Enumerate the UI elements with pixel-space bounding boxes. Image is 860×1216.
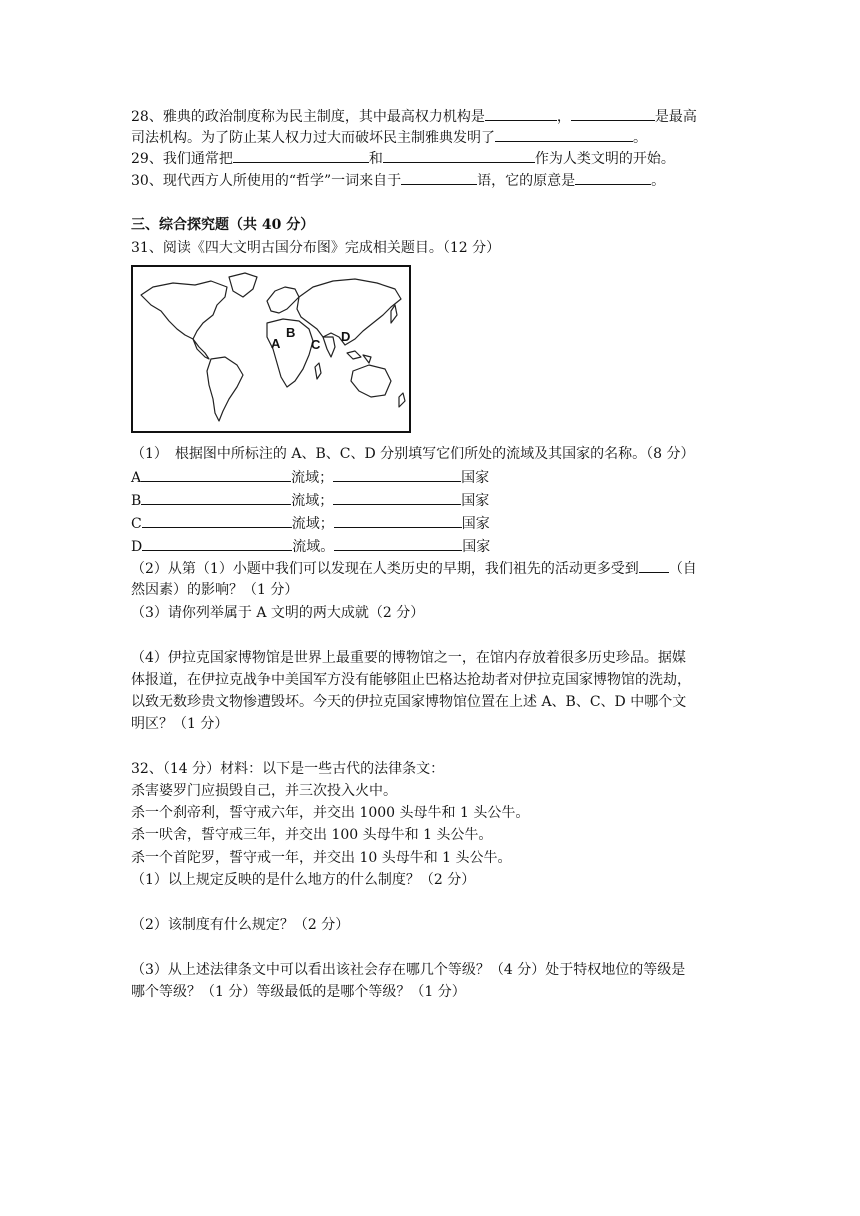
section-3-title: 三、综合探究题（共 40 分） xyxy=(131,217,315,233)
q28-end: 。 xyxy=(633,130,647,146)
q32-sub2: （2）该制度有什么规定？（2 分） xyxy=(131,917,350,933)
row-letter: C xyxy=(131,516,142,532)
country-blank[interactable] xyxy=(334,536,462,551)
q28-line1 xyxy=(131,106,697,127)
q32-law-4: 杀一个首陀罗，誓守戒一年，并交出 10 头母牛和 1 头公牛。 xyxy=(131,850,512,866)
q28-line2 xyxy=(131,127,647,148)
q31-sub2-line2: 然因素）的影响？（1 分） xyxy=(131,582,299,598)
world-map xyxy=(131,265,411,433)
q28-text-2: 是最高 xyxy=(654,109,697,125)
q30-blank-language[interactable] xyxy=(401,170,477,185)
q32-sub3-l2: 哪个等级？（1 分）等级最低的是哪个等级？（1 分） xyxy=(131,984,466,1000)
row-letter: D xyxy=(131,539,143,555)
row-letter: A xyxy=(131,470,142,486)
basin-label: 流域； xyxy=(291,516,334,532)
q29-blank-2[interactable] xyxy=(383,148,535,163)
q31-sub4-l1: （4）伊拉克国家博物馆是世界上最重要的博物馆之一，在馆内存放着很多历史珍品。据媒 xyxy=(131,650,686,666)
country-label: 国家 xyxy=(461,470,490,486)
map-label-a: A xyxy=(271,336,281,351)
q31-sub1: （1） 根据图中所标注的 A、B、C、D 分别填写它们所处的流域及其国家的名称。（8 分） xyxy=(131,446,695,462)
map-label-b: B xyxy=(286,325,296,340)
basin-blank[interactable] xyxy=(142,536,292,551)
q32-sub1: （1）以上规定反映的是什么地方的什么制度？（2 分） xyxy=(131,872,476,888)
q29-blank-1[interactable] xyxy=(233,148,369,163)
q31-sub4-l2: 体报道，在伊拉克战争中美国军方没有能够阻止巴格达抢劫者对伊拉克国家博物馆的洗劫， xyxy=(131,672,691,688)
row-letter: B xyxy=(131,493,142,509)
country-label: 国家 xyxy=(461,516,490,532)
q31-sub4-l4: 明区？（1 分） xyxy=(131,716,229,732)
q32-law-1: 杀害婆罗门应损毁自己，并三次投入火中。 xyxy=(131,783,397,799)
q32-law-2: 杀一个刹帝利，誓守戒六年，并交出 1000 头母牛和 1 头公牛。 xyxy=(131,805,530,821)
q31-row-c xyxy=(131,513,490,534)
q31-row-d xyxy=(131,536,490,557)
q28-blank-ostracism[interactable] xyxy=(495,127,633,142)
q30-line xyxy=(131,170,665,191)
basin-label: 流域； xyxy=(291,470,334,486)
q32-sub3-l1: （3）从上述法律条文中可以看出该社会存在哪几个等级？（4 分）处于特权地位的等级是 xyxy=(131,962,686,978)
q31-sub2-blank[interactable] xyxy=(639,558,669,573)
basin-blank[interactable] xyxy=(141,467,291,482)
map-label-d: D xyxy=(341,329,351,344)
q30-text-2: 语，它的原意是 xyxy=(477,173,576,189)
country-blank[interactable] xyxy=(334,513,462,528)
q31-stem: 31、阅读《四大文明古国分布图》完成相关题目。（12 分） xyxy=(131,240,501,256)
q31-sub2-text: （2）从第（1）小题中我们可以发现在人类历史的早期，我们祖先的活动更多受到 xyxy=(131,561,639,577)
q29-text-1: 29、我们通常把 xyxy=(131,151,233,167)
q31-row-b xyxy=(131,490,489,511)
basin-blank[interactable] xyxy=(142,513,292,528)
q31-sub2-text-b: （自 xyxy=(668,561,697,577)
country-blank[interactable] xyxy=(333,467,461,482)
q31-sub3: （3）请你列举属于 A 文明的两大成就（2 分） xyxy=(131,605,425,621)
country-blank[interactable] xyxy=(333,490,461,505)
basin-label: 流域。 xyxy=(292,539,335,555)
q30-text-1: 30、现代西方人所使用的“哲学”一词来自于 xyxy=(131,173,402,189)
country-label: 国家 xyxy=(461,493,490,509)
q28-text-1: 28、雅典的政治制度称为民主制度，其中最高权力机构是 xyxy=(131,109,485,125)
q28-sep: ， xyxy=(556,109,571,125)
q31-sub4-l3: 以致无数珍贵文物惨遭毁坏。今天的伊拉克国家博物馆位置在上述 A、B、C、D 中哪个文 xyxy=(131,694,687,710)
q29-text-2: 和 xyxy=(368,151,383,167)
q30-blank-meaning[interactable] xyxy=(575,170,651,185)
basin-blank[interactable] xyxy=(141,490,291,505)
q32-stem: 32、（14 分）材料：以下是一些古代的法律条文： xyxy=(131,761,445,777)
q29-text-3: 作为人类文明的开始。 xyxy=(534,151,675,167)
q31-row-a xyxy=(131,467,489,488)
map-label-c: C xyxy=(311,337,321,352)
q29-line xyxy=(131,148,675,169)
world-map-drawing xyxy=(133,267,409,431)
country-label: 国家 xyxy=(462,539,491,555)
q28-blank-court[interactable] xyxy=(571,106,655,121)
q28-text-3: 司法机构。为了防止某人权力过大而破坏民主制雅典发明了 xyxy=(131,130,495,146)
basin-label: 流域； xyxy=(291,493,334,509)
q30-text-3: 。 xyxy=(651,173,666,189)
q31-sub2-line1 xyxy=(131,558,697,579)
q28-blank-assembly[interactable] xyxy=(485,106,557,121)
q32-law-3: 杀一吠舍，誓守戒三年，并交出 100 头母牛和 1 头公牛。 xyxy=(131,827,493,843)
